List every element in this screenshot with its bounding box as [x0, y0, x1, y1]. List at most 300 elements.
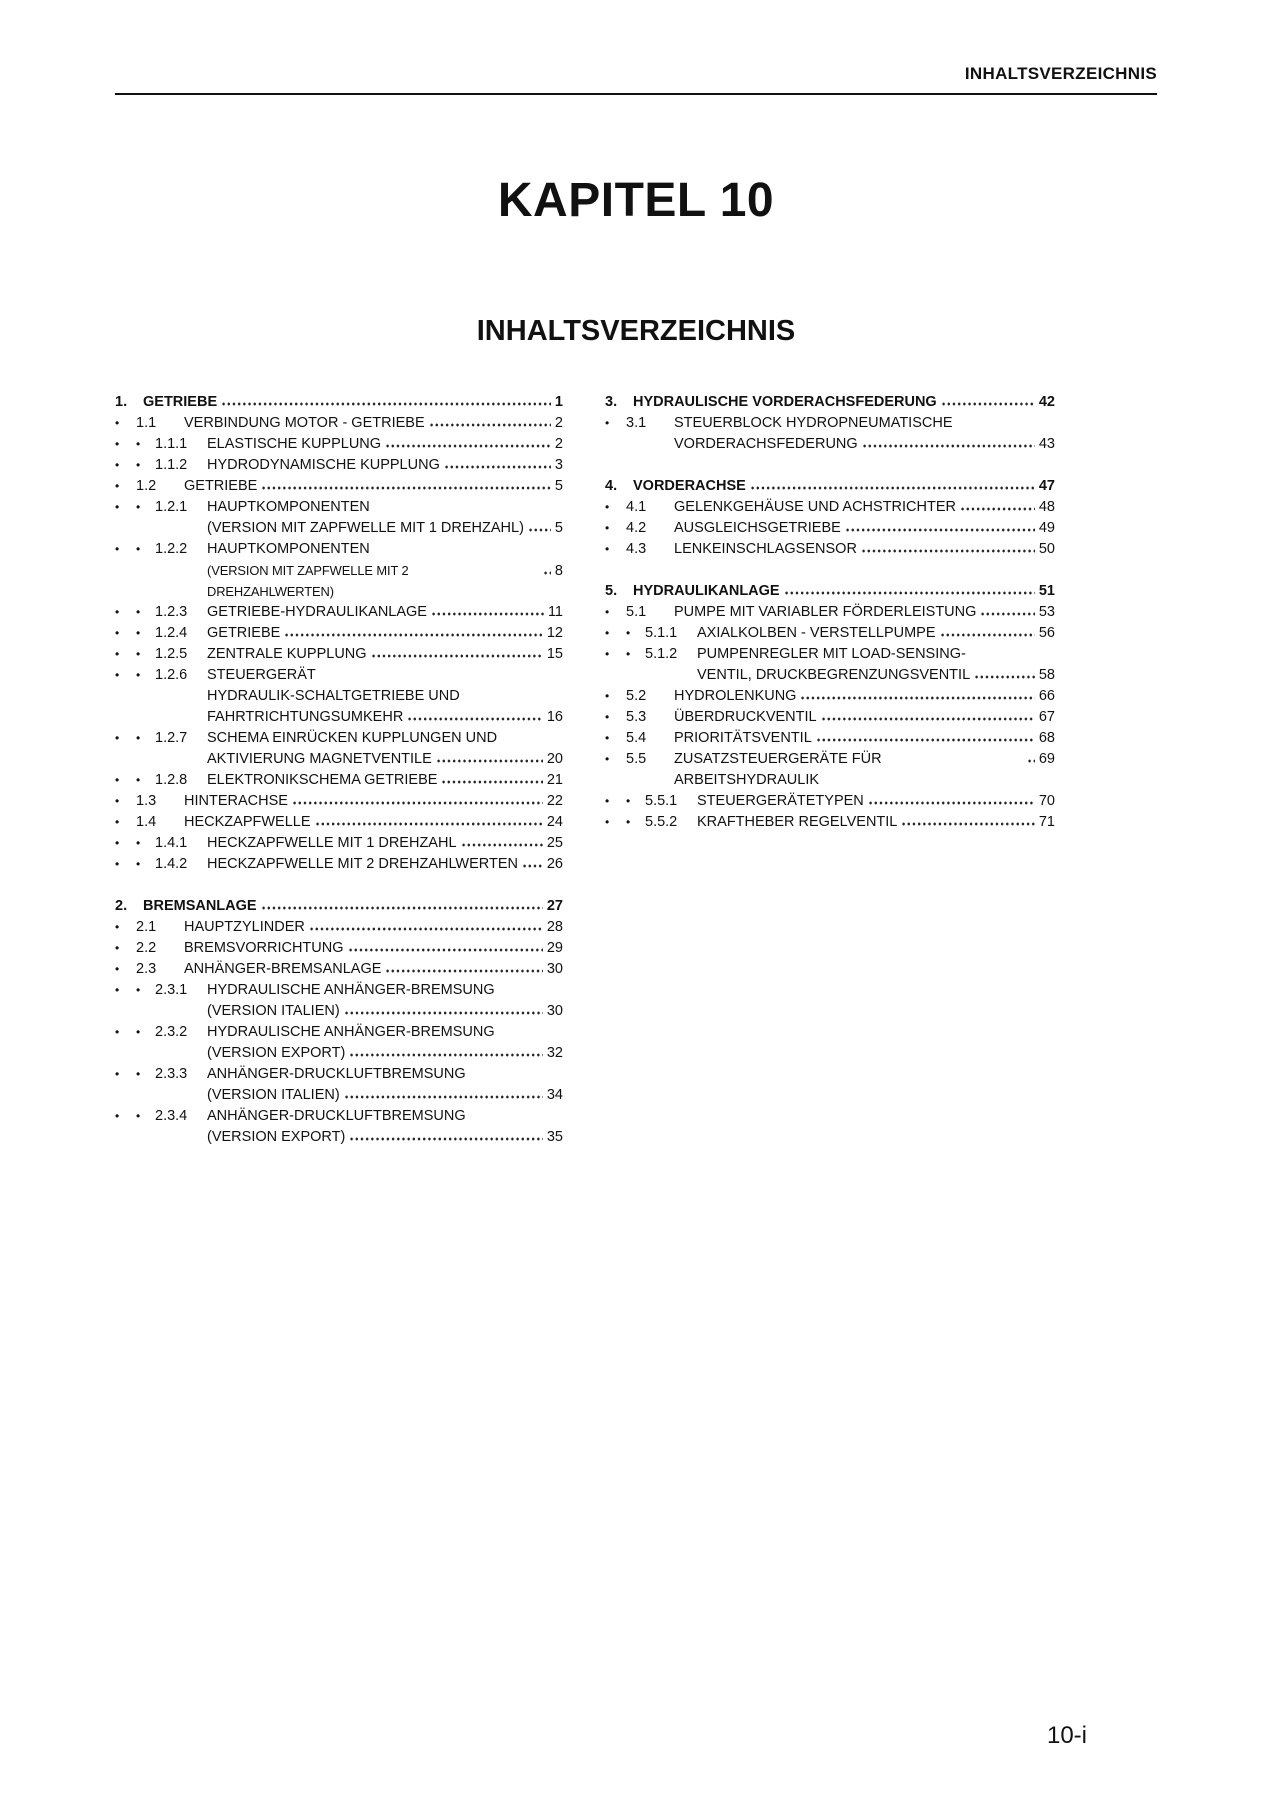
entry-line	[207, 770, 563, 791]
entry-page-number: 42	[1038, 393, 1055, 410]
toc-entry-5-5-2	[605, 812, 1055, 833]
entry-title: (VERSION EXPORT)	[207, 1044, 346, 1061]
entry-number: 5.1.1	[645, 624, 678, 641]
entry-line	[207, 1127, 563, 1148]
bullet-icon: •	[136, 772, 141, 787]
entry-title: STEUERGERÄTETYPEN	[697, 792, 864, 809]
toc-entry-4-3	[605, 539, 1055, 560]
entry-line	[633, 581, 1055, 602]
entry-title: (VERSION MIT ZAPFWELLE MIT 1 DREHZAHL)	[207, 519, 524, 536]
toc-entry-1-2-6	[115, 665, 563, 728]
entry-line	[207, 1022, 563, 1043]
bullet-icon: •	[605, 541, 610, 556]
bullet-icon: •	[115, 793, 120, 808]
entry-number: 2.3.1	[155, 981, 188, 998]
bullet-icon: •	[136, 436, 141, 451]
entry-body	[697, 791, 1055, 812]
entry-line	[184, 812, 563, 833]
entry-number: 1.2.1	[155, 498, 188, 515]
entry-title: HYDRAULISCHE ANHÄNGER-BREMSUNG	[207, 981, 495, 998]
toc-entry-2-3-4	[115, 1106, 563, 1148]
entry-body	[207, 854, 563, 875]
entry-line	[143, 392, 563, 413]
entry-line	[184, 413, 563, 434]
entry-line	[207, 455, 563, 476]
bullet-icon: •	[626, 793, 631, 808]
entry-number: 5.	[605, 582, 618, 599]
entry-title: (VERSION ITALIEN)	[207, 1086, 340, 1103]
entry-line	[207, 1001, 563, 1022]
entry-number: 5.4	[626, 729, 647, 746]
entry-page-number: 5	[554, 477, 563, 494]
entry-number: 2.2	[136, 939, 157, 956]
toc-entry-5-1-1	[605, 623, 1055, 644]
bullet-icon: •	[115, 646, 120, 661]
toc-entry-1-2-8	[115, 770, 563, 791]
entry-body	[674, 497, 1055, 518]
toc-entry-1-2-3	[115, 602, 563, 623]
entry-title: ELEKTRONIKSCHEMA GETRIEBE	[207, 771, 438, 788]
entry-page-number: 69	[1038, 750, 1055, 767]
bullet-icon: •	[115, 415, 120, 430]
entry-number: 2.3.2	[155, 1023, 188, 1040]
header-title: INHALTSVERZEICHNIS	[964, 64, 1157, 83]
entry-line	[697, 791, 1055, 812]
entry-title: PRIORITÄTSVENTIL	[674, 729, 812, 746]
entry-page-number: 49	[1038, 519, 1055, 536]
entry-body	[697, 623, 1055, 644]
dot-leader	[261, 486, 551, 490]
entry-page-number: 50	[1038, 540, 1055, 557]
bullet-icon: •	[605, 499, 610, 514]
toc-entry-5-2	[605, 686, 1055, 707]
bullet-icon: •	[605, 625, 610, 640]
entry-body	[207, 728, 563, 770]
entry-title: BREMSVORRICHTUNG	[184, 939, 344, 956]
toc-entry-1-2-7	[115, 728, 563, 770]
entry-title: HYDRAULISCHE ANHÄNGER-BREMSUNG	[207, 1023, 495, 1040]
entry-title: PUMPENREGLER MIT LOAD-SENSING-	[697, 645, 966, 662]
entry-title: HYDRAULIKANLAGE	[633, 582, 780, 599]
entry-number: 2.3.3	[155, 1065, 188, 1082]
toc-entry-5-3	[605, 707, 1055, 728]
entry-body	[184, 476, 563, 497]
entry-page-number: 34	[546, 1086, 563, 1103]
dot-leader	[528, 528, 551, 532]
entry-body	[674, 539, 1055, 560]
entry-page-number: 24	[546, 813, 563, 830]
entry-body	[207, 455, 563, 476]
bullet-icon: •	[605, 814, 610, 829]
dot-leader	[901, 822, 1035, 826]
toc-entry-2-3-3	[115, 1064, 563, 1106]
entry-body	[184, 413, 563, 434]
dot-leader	[941, 402, 1035, 406]
entry-title: VERBINDUNG MOTOR - GETRIEBE	[184, 414, 425, 431]
entry-line	[674, 434, 1055, 455]
entry-line	[674, 728, 1055, 749]
entry-title: (VERSION MIT ZAPFWELLE MIT 2 DREHZAHLWERTEN)	[207, 562, 409, 599]
toc-entry-5-4	[605, 728, 1055, 749]
entry-page-number: 70	[1038, 792, 1055, 809]
entry-number: 5.5	[626, 750, 647, 767]
dot-leader	[522, 864, 543, 868]
entry-number: 1.2.7	[155, 729, 188, 746]
toc-entry-2-3	[115, 959, 563, 980]
entry-body	[207, 833, 563, 854]
toc-entry-1-4-2	[115, 854, 563, 875]
entry-page-number: 12	[546, 624, 563, 641]
entry-title: ZUSATZSTEUERGERÄTE FÜR ARBEITSHYDRAULIK	[674, 750, 882, 788]
bullet-icon: •	[115, 604, 120, 619]
entry-title: SCHEMA EINRÜCKEN KUPPLUNGEN UND	[207, 729, 498, 746]
bullet-icon: •	[136, 730, 141, 745]
dot-leader	[407, 717, 543, 721]
entry-page-number: 5	[554, 519, 563, 536]
entry-number: 5.5.1	[645, 792, 678, 809]
entry-number: 1.2.8	[155, 771, 188, 788]
entry-title: HYDROLENKUNG	[674, 687, 797, 704]
dot-leader	[309, 927, 543, 931]
dot-leader	[750, 486, 1035, 490]
bullet-icon: •	[136, 1066, 141, 1081]
entry-number: 5.5.2	[645, 813, 678, 830]
entry-line	[207, 980, 563, 1001]
entry-body	[697, 644, 1055, 686]
entry-body	[633, 392, 1055, 413]
entry-page-number: 16	[546, 708, 563, 725]
entry-title: AXIALKOLBEN - VERSTELLPUMPE	[697, 624, 936, 641]
entry-title: ELASTISCHE KUPPLUNG	[207, 435, 382, 452]
bullet-icon: •	[605, 709, 610, 724]
dot-leader	[261, 906, 543, 910]
entry-line	[674, 518, 1055, 539]
entry-title: FAHRTRICHTUNGSUMKEHR	[207, 708, 404, 725]
entry-line	[207, 434, 563, 455]
bullet-icon: •	[115, 499, 120, 514]
entry-title: HAUPTKOMPONENTEN	[207, 540, 370, 557]
entry-body	[207, 980, 563, 1022]
entry-page-number: 22	[546, 792, 563, 809]
bullet-icon: •	[136, 1108, 141, 1123]
entry-number: 1.	[115, 393, 128, 410]
entry-title: ANHÄNGER-BREMSANLAGE	[184, 960, 382, 977]
entry-page-number: 28	[546, 918, 563, 935]
entry-title: GETRIEBE	[184, 477, 258, 494]
bullet-icon: •	[605, 604, 610, 619]
entry-number: 5.3	[626, 708, 647, 725]
toc-entry-5	[605, 581, 1055, 602]
toc-entry-1-2	[115, 476, 563, 497]
entry-title: LENKEINSCHLAGSENSOR	[674, 540, 857, 557]
bullet-icon: •	[136, 835, 141, 850]
entry-title: STEUERGERÄT	[207, 666, 316, 683]
entry-body	[207, 665, 563, 728]
entry-title: GETRIEBE-HYDRAULIKANLAGE	[207, 603, 427, 620]
entry-page-number: 3	[554, 456, 563, 473]
entry-body	[633, 476, 1055, 497]
entry-line	[207, 623, 563, 644]
toc-entry-2-3-1	[115, 980, 563, 1022]
bullet-icon: •	[115, 457, 120, 472]
toc-entry-4-1	[605, 497, 1055, 518]
entry-body	[207, 644, 563, 665]
entry-body	[674, 413, 1055, 455]
entry-line	[184, 938, 563, 959]
dot-leader	[816, 738, 1035, 742]
entry-body	[674, 707, 1055, 728]
entry-page-number: 35	[546, 1128, 563, 1145]
bullet-icon: •	[115, 940, 120, 955]
bullet-icon: •	[136, 646, 141, 661]
toc-column-left	[115, 392, 563, 1148]
entry-number: 2.	[115, 897, 128, 914]
entry-number: 5.2	[626, 687, 647, 704]
bullet-icon: •	[115, 982, 120, 997]
entry-body	[184, 938, 563, 959]
entry-title: PUMPE MIT VARIABLER FÖRDERLEISTUNG	[674, 603, 977, 620]
bullet-icon: •	[115, 835, 120, 850]
toc-entry-1-2-1	[115, 497, 563, 539]
entry-body	[184, 959, 563, 980]
toc-entry-1-2-2	[115, 539, 563, 602]
entry-page-number: 1	[554, 393, 563, 410]
entry-line	[674, 497, 1055, 518]
bullet-icon: •	[115, 1066, 120, 1081]
entry-title: (VERSION ITALIEN)	[207, 1002, 340, 1019]
bullet-icon: •	[605, 793, 610, 808]
header-rule	[115, 93, 1157, 95]
entry-number: 4.	[605, 477, 618, 494]
bullet-icon: •	[115, 814, 120, 829]
bullet-icon: •	[115, 856, 120, 871]
entry-line	[207, 497, 563, 518]
dot-leader	[349, 1053, 543, 1057]
entry-line	[207, 665, 563, 686]
dot-leader	[429, 423, 551, 427]
entry-number: 1.4.2	[155, 855, 188, 872]
toc-entry-2-2	[115, 938, 563, 959]
toc-entry-1-1-2	[115, 455, 563, 476]
entry-title: GETRIEBE	[143, 393, 218, 410]
entry-body	[674, 749, 1055, 791]
dot-leader	[974, 675, 1035, 679]
dot-leader	[800, 696, 1034, 700]
bullet-icon: •	[605, 415, 610, 430]
dot-leader	[543, 571, 551, 575]
entry-title: VORDERACHSFEDERUNG	[674, 435, 858, 452]
dot-leader	[436, 759, 543, 763]
dot-leader	[371, 654, 543, 658]
bullet-icon: •	[115, 961, 120, 976]
entry-page-number: 26	[546, 855, 563, 872]
entry-page-number: 20	[546, 750, 563, 767]
entry-page-number: 27	[546, 897, 563, 914]
entry-body	[143, 896, 563, 917]
dot-leader	[861, 549, 1035, 553]
entry-line	[184, 917, 563, 938]
entry-page-number: 11	[547, 603, 563, 620]
entry-line	[184, 476, 563, 497]
entry-line	[674, 686, 1055, 707]
entry-line	[184, 959, 563, 980]
bullet-icon: •	[136, 457, 141, 472]
dot-leader	[348, 948, 543, 952]
dot-leader	[960, 507, 1035, 511]
dot-leader	[292, 801, 543, 805]
toc-entry-5-1-2	[605, 644, 1055, 686]
entry-line	[207, 1043, 563, 1064]
entry-page-number: 21	[546, 771, 563, 788]
page-header	[115, 64, 1157, 95]
dot-leader	[784, 591, 1035, 595]
entry-number: 2.3	[136, 960, 157, 977]
entry-line	[674, 539, 1055, 560]
entry-page-number: 56	[1038, 624, 1055, 641]
entry-title: HECKZAPFWELLE MIT 2 DREHZAHLWERTEN	[207, 855, 518, 872]
toc-title: INHALTSVERZEICHNIS	[476, 314, 796, 347]
entry-page-number: 32	[546, 1044, 563, 1061]
dot-leader	[315, 822, 543, 826]
entry-line	[207, 686, 563, 707]
entry-page-number: 30	[546, 1002, 563, 1019]
chapter-title: KAPITEL 10	[497, 174, 775, 227]
toc-entry-1-1	[115, 413, 563, 434]
entry-line	[207, 560, 563, 602]
toc-entry-1	[115, 392, 563, 413]
bullet-icon: •	[115, 772, 120, 787]
entry-line	[697, 665, 1055, 686]
bullet-icon: •	[605, 646, 610, 661]
entry-number: 4.1	[626, 498, 647, 515]
dot-leader	[1027, 759, 1035, 763]
bullet-icon: •	[605, 730, 610, 745]
toc-entry-5-1	[605, 602, 1055, 623]
entry-body	[184, 917, 563, 938]
dot-leader	[821, 717, 1035, 721]
entry-line	[674, 413, 1055, 434]
toc-entry-1-4	[115, 812, 563, 833]
entry-title: (VERSION EXPORT)	[207, 1128, 346, 1145]
entry-page-number: 8	[554, 562, 563, 579]
entry-line	[207, 728, 563, 749]
bullet-icon: •	[136, 982, 141, 997]
entry-number: 5.1.2	[645, 645, 678, 662]
entry-number: 1.1	[136, 414, 157, 431]
dot-leader	[845, 528, 1035, 532]
toc-entry-1-1-1	[115, 434, 563, 455]
bullet-icon: •	[136, 1024, 141, 1039]
toc-entry-4	[605, 476, 1055, 497]
entry-body	[207, 770, 563, 791]
toc-entry-2-1	[115, 917, 563, 938]
page-footer	[1047, 1722, 1087, 1750]
entry-number: 2.1	[136, 918, 157, 935]
entry-page-number: 29	[546, 939, 563, 956]
entry-page-number: 67	[1038, 708, 1055, 725]
dot-leader	[344, 1095, 543, 1099]
entry-line	[207, 1106, 563, 1127]
toc-entry-5-5-1	[605, 791, 1055, 812]
entry-body	[207, 1106, 563, 1148]
entry-page-number: 71	[1038, 813, 1055, 830]
entry-number: 3.	[605, 393, 618, 410]
entry-page-number: 51	[1038, 582, 1055, 599]
entry-number: 2.3.4	[155, 1107, 188, 1124]
entry-body	[207, 539, 563, 602]
entry-body	[674, 518, 1055, 539]
dot-leader	[344, 1011, 543, 1015]
entry-title: BREMSANLAGE	[143, 897, 257, 914]
entry-line	[207, 602, 563, 623]
toc-entry-3-1	[605, 413, 1055, 455]
bullet-icon: •	[115, 667, 120, 682]
entry-title: HINTERACHSE	[184, 792, 288, 809]
entry-title: AUSGLEICHSGETRIEBE	[674, 519, 841, 536]
bullet-icon: •	[136, 499, 141, 514]
entry-body	[207, 623, 563, 644]
entry-title: HAUPTKOMPONENTEN	[207, 498, 370, 515]
entry-body	[633, 581, 1055, 602]
entry-line	[207, 539, 563, 560]
entry-body	[674, 728, 1055, 749]
dot-leader	[349, 1137, 543, 1141]
entry-line	[697, 812, 1055, 833]
dot-leader	[862, 444, 1035, 448]
entry-line	[674, 707, 1055, 728]
toc-entry-3	[605, 392, 1055, 413]
entry-number: 1.4	[136, 813, 157, 830]
bullet-icon: •	[605, 520, 610, 535]
dot-leader	[444, 465, 551, 469]
entry-title: AKTIVIERUNG MAGNETVENTILE	[207, 750, 432, 767]
entry-title: STEUERBLOCK HYDROPNEUMATISCHE	[674, 414, 953, 431]
entry-title: ANHÄNGER-DRUCKLUFTBREMSUNG	[207, 1107, 466, 1124]
bullet-icon: •	[136, 625, 141, 640]
entry-title: HECKZAPFWELLE	[184, 813, 311, 830]
entry-body	[674, 602, 1055, 623]
bullet-icon: •	[115, 541, 120, 556]
entry-page-number: 2	[554, 435, 563, 452]
bullet-icon: •	[115, 625, 120, 640]
entry-number: 1.2.3	[155, 603, 188, 620]
entry-body	[207, 497, 563, 539]
entry-number: 5.1	[626, 603, 647, 620]
entry-number: 1.2.6	[155, 666, 188, 683]
entry-number: 1.2.4	[155, 624, 188, 641]
dot-leader	[385, 444, 551, 448]
entry-line	[207, 749, 563, 770]
dot-leader	[385, 969, 542, 973]
entry-page-number: 66	[1038, 687, 1055, 704]
entry-number: 1.2.2	[155, 540, 188, 557]
page-number: 10-i	[1046, 1722, 1087, 1749]
toc-entry-1-3	[115, 791, 563, 812]
entry-line	[207, 854, 563, 875]
entry-number: 1.2.5	[155, 645, 188, 662]
bullet-icon: •	[136, 856, 141, 871]
entry-title: ZENTRALE KUPPLUNG	[207, 645, 367, 662]
entry-title: GETRIEBE	[207, 624, 281, 641]
entry-line	[207, 644, 563, 665]
bullet-icon: •	[136, 541, 141, 556]
entry-page-number: 68	[1038, 729, 1055, 746]
bullet-icon: •	[115, 1108, 120, 1123]
dot-leader	[221, 402, 551, 406]
entry-title: VENTIL, DRUCKBEGRENZUNGSVENTIL	[697, 666, 971, 683]
entry-line	[674, 749, 1055, 791]
dot-leader	[940, 633, 1035, 637]
